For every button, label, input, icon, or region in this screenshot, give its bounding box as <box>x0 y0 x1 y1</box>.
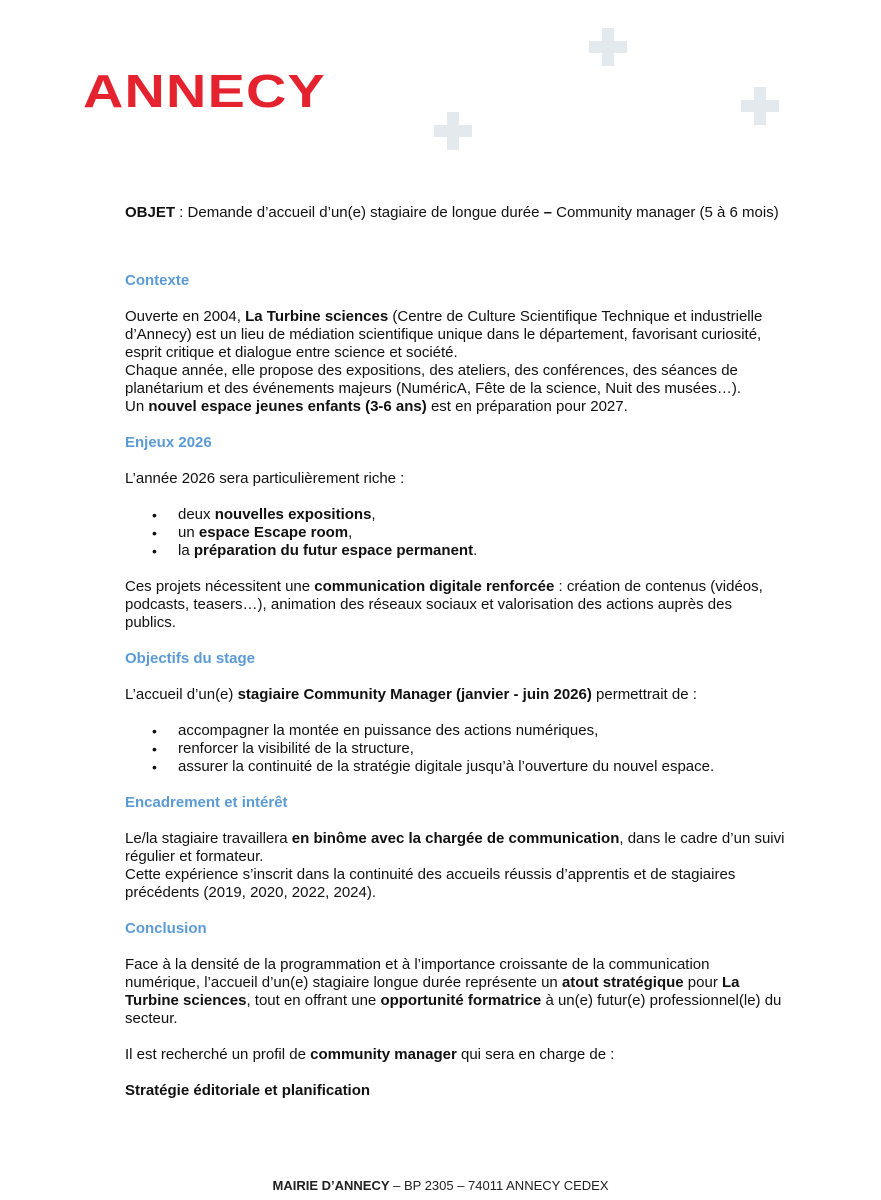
section-heading-enjeux: Enjeux 2026 <box>125 434 212 451</box>
page-footer: MAIRIE D’ANNECY – BP 2305 – 74011 ANNECY CEDEX <box>272 1178 609 1193</box>
conclusion-paragraph: Face à la densité de la programmation et à l’importance croissante de la communication numérique, l’accueil d’un(e) stagiaire longue durée représente un atout stratégique pour La Turbine sciences, tout en offrant une opportunité formatrice à un(e) futur(e) professionnel(le) du secteur. <box>125 956 782 1027</box>
contexte-paragraph-3: Un nouvel espace jeunes enfants (3-6 ans) est en préparation pour 2027. <box>125 398 628 415</box>
decorative-plus-icon <box>589 28 627 66</box>
list-item: • renforcer la visibilité de la structure, <box>125 740 785 758</box>
logo-text: ANNECY <box>83 70 326 110</box>
decorative-plus-icon <box>434 112 472 150</box>
letter-body <box>125 204 785 1118</box>
encadrement-paragraph: Le/la stagiaire travaillera en binôme avec la chargée de communication, dans le cadre d’un suivi régulier et formateur. <box>125 830 785 865</box>
list-item: • deux nouvelles expositions, <box>125 506 785 524</box>
section-heading-encadrement: Encadrement et intérêt <box>125 794 288 811</box>
list-item: • accompagner la montée en puissance des actions numériques, <box>125 722 785 740</box>
contexte-paragraph: Ouverte en 2004, La Turbine sciences (Centre de Culture Scientifique Technique et industrielle d’Annecy) est un lieu de médiation scientifique unique dans le département, favorisant curiosité, esprit critique et dialogue entre science et société. <box>125 308 763 361</box>
subject-line: OBJET : Demande d’accueil d’un(e) stagiaire de longue durée – Community manager (5 à 6 mois) <box>125 204 779 221</box>
objectifs-list <box>125 722 785 776</box>
section-heading-contexte: Contexte <box>125 272 190 289</box>
contexte-paragraph-2: Chaque année, elle propose des expositions, des ateliers, des conférences, des séances de planétarium et des événements majeurs (NuméricA, Fête de la science, Nuit des musées…). <box>125 362 742 397</box>
list-item: • un espace Escape room, <box>125 524 785 542</box>
enjeux-paragraph: Ces projets nécessitent une communication digitale renforcée : création de contenus (vidéos, podcasts, teasers…), animation des réseaux sociaux et valorisation des actions auprès des publics. <box>125 578 763 631</box>
section-heading-objectifs: Objectifs du stage <box>125 650 256 667</box>
annecy-logo <box>83 70 328 110</box>
enjeux-list <box>125 506 785 560</box>
conclusion-paragraph-2: Il est recherché un profil de community manager qui sera en charge de : <box>125 1046 615 1063</box>
encadrement-paragraph-2: Cette expérience s’inscrit dans la continuité des accueils réussis d’apprentis et de stagiaires précédents (2019, 2020, 2022, 2024). <box>125 866 736 901</box>
enjeux-intro: L’année 2026 sera particulièrement riche : <box>125 470 405 487</box>
section-heading-conclusion: Conclusion <box>125 920 207 937</box>
objectifs-intro: L’accueil d’un(e) stagiaire Community Manager (janvier - juin 2026) permettrait de : <box>125 686 697 703</box>
conclusion-subheading: Stratégie éditoriale et planification <box>125 1082 371 1099</box>
list-item: • assurer la continuité de la stratégie digitale jusqu’à l’ouverture du nouvel espace. <box>125 758 785 776</box>
list-item: • la préparation du futur espace permanent. <box>125 542 785 560</box>
decorative-plus-icon <box>741 87 779 125</box>
